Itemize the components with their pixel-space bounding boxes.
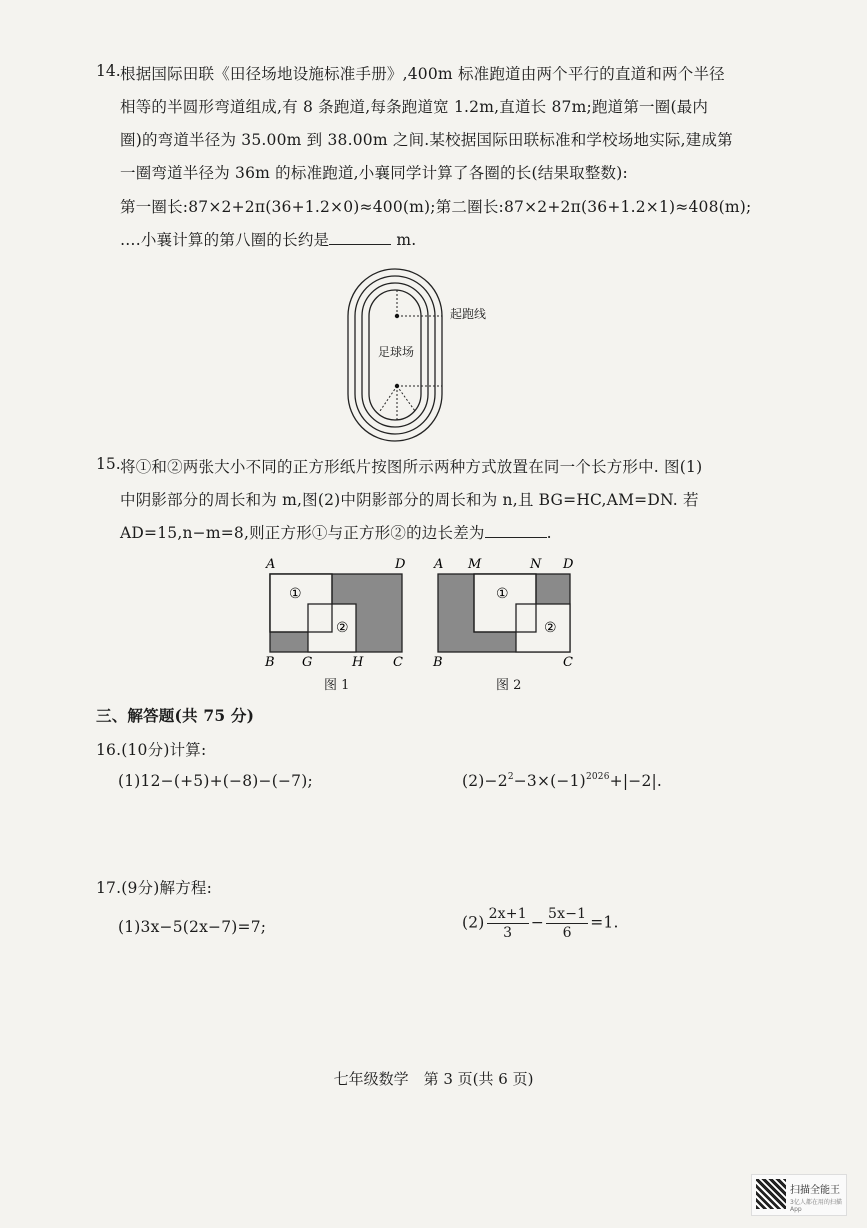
section-3-title: 三、解答题(共 75 分)	[96, 706, 255, 725]
fig1-label-A: A	[266, 557, 276, 572]
q17-part-2	[462, 905, 619, 942]
fig1-label-C: C	[393, 655, 403, 670]
q17-frac1-den: 3	[503, 925, 513, 941]
q14-number: 14.	[96, 62, 121, 80]
q15-line-2: 中阴影部分的周长和为 m,图(2)中阴影部分的周长和为 n,且 BG=HC,AM=DN. 若	[120, 491, 699, 509]
q17-fraction-1	[487, 905, 529, 942]
watermark-title: 扫描全能王	[790, 1185, 840, 1196]
fig1-label-B: B	[265, 655, 275, 670]
q14-line-6	[120, 228, 416, 250]
figure-2	[430, 556, 580, 672]
q14-line-1: 根据国际田联《田径场地设施标准手册》,400m 标准跑道由两个平行的直道和两个半径	[120, 65, 725, 83]
q14-last-prefix: ….小襄计算的第八圈的长约是	[120, 231, 330, 249]
q16-part-1: (1)12−(+5)+(−8)−(−7);	[118, 772, 313, 790]
q14-line-4: 一圈弯道半径为 36m 的标准跑道,小襄同学计算了各圈的长(结果取整数):	[120, 164, 628, 182]
fig1-label-G: G	[302, 655, 313, 670]
fig1-square-1-label: ①	[289, 586, 302, 602]
q15-line-3	[120, 521, 552, 543]
fig1-label-H: H	[352, 655, 364, 670]
fig1-caption: 图 1	[324, 678, 350, 693]
fig2-label-C: C	[563, 655, 573, 670]
track-figure	[340, 266, 520, 444]
fig2-square-2-label: ②	[544, 620, 557, 636]
q16-p2-mid: −3×(−1)	[513, 772, 586, 790]
scanner-watermark	[751, 1174, 847, 1216]
page-footer: 七年级数学 第 3 页(共 6 页)	[333, 1070, 534, 1088]
q15-answer-blank[interactable]	[485, 523, 547, 538]
q17-p2-suffix: =1.	[590, 913, 619, 932]
q16-p2-suffix: +|−2|.	[609, 772, 663, 790]
q14-line-2: 相等的半圆形弯道组成,有 8 条跑道,每条跑道宽 1.2m,直道长 87m;跑道第一圈(最内	[120, 98, 709, 116]
q16-header: 16.(10分)计算:	[96, 741, 207, 759]
fig2-label-B: B	[433, 655, 443, 670]
q16-p2-exp2: 2026	[585, 772, 610, 782]
q14-last-suffix: m.	[391, 231, 417, 249]
q17-frac2-den: 6	[562, 925, 572, 941]
q15-number: 15.	[96, 455, 121, 473]
q15-last-suffix: .	[546, 524, 552, 542]
q16-p2-exp1: 2	[507, 772, 514, 782]
start-line-label: 起跑线	[450, 307, 487, 321]
fig2-label-A: A	[434, 557, 444, 572]
q15-line-1: 将①和②两张大小不同的正方形纸片按图所示两种方式放置在同一个长方形中. 图(1)	[120, 458, 703, 476]
q16-p2-prefix: (2)−2	[462, 772, 508, 790]
q17-fraction-2	[546, 905, 588, 942]
fig1-square-2-label: ②	[336, 620, 349, 636]
q14-line-5: 第一圈长:87×2+2π(36+1.2×0)≈400(m);第二圈长:87×2+2π(36+1.2×1)≈408(m);	[120, 198, 752, 216]
fig2-label-N: N	[530, 557, 542, 572]
q17-part-1: (1)3x−5(2x−7)=7;	[118, 918, 267, 936]
figure-1	[262, 556, 412, 672]
q14-answer-blank[interactable]	[329, 230, 391, 245]
q17-frac1-num: 2x+1	[488, 906, 527, 922]
q14-line-3: 圈)的弯道半径为 35.00m 到 38.00m 之间.某校据国际田联标准和学校场地实际,建成第	[120, 131, 733, 149]
q17-p2-prefix: (2)	[462, 913, 485, 932]
fig2-label-D: D	[563, 557, 574, 572]
q17-frac2-num: 5x−1	[548, 906, 587, 922]
qr-code-icon	[756, 1179, 786, 1209]
q15-last-prefix: AD=15,n−m=8,则正方形①与正方形②的边长差为	[120, 524, 485, 542]
q17-header: 17.(9分)解方程:	[96, 879, 213, 897]
fig2-caption: 图 2	[496, 678, 522, 693]
watermark-subtitle: 3亿人都在用的扫描App	[790, 1199, 842, 1213]
q16-part-2	[462, 772, 662, 790]
q17-minus: −	[530, 913, 544, 932]
fig2-square-1-label: ①	[496, 586, 509, 602]
fig2-label-M: M	[468, 557, 482, 572]
fig1-label-D: D	[395, 557, 406, 572]
football-field-label: 足球场	[378, 345, 415, 359]
